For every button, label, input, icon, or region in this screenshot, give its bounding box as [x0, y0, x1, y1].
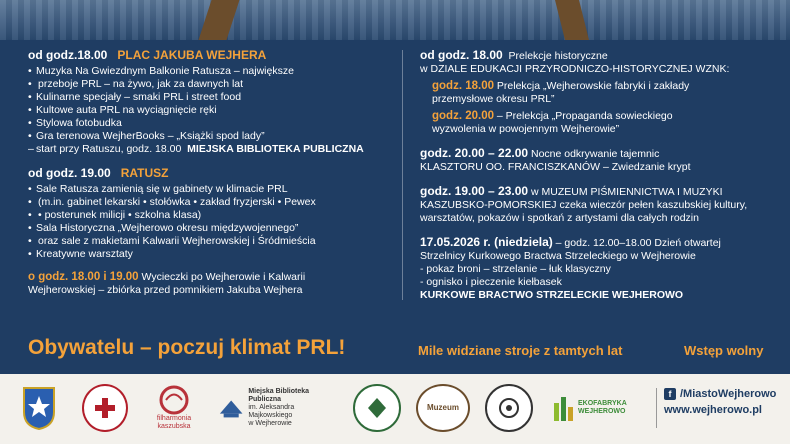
- section-ratusz: [28, 166, 398, 261]
- list-item: • Stylowa fotobudka: [28, 117, 398, 130]
- program-panel: [0, 40, 790, 326]
- section-text: KASZUBSKO-POMORSKIEJ czeka wieczór pełen kaszubskiej kultury,: [420, 199, 748, 211]
- ratusz-list: [28, 183, 398, 261]
- section-strzelnica: [420, 235, 770, 302]
- museum-green-logo-icon[interactable]: [352, 384, 402, 432]
- list-item-cont: • przeboje PRL – na żywo, jak za dawnych lat: [28, 78, 398, 91]
- section-text: Strzelnicy Kurkowego Bractwa Strzeleckiego w Wejherowie: [420, 250, 696, 262]
- sport-club-logo-icon[interactable]: [82, 384, 128, 432]
- section-org: KURKOWE BRACTWO STRZELECKIE WEJHEROWO: [420, 289, 684, 301]
- section-text: Wycieczki po Wejherowie i Kalwarii: [141, 271, 306, 283]
- prelekcja-2: godz. 20.00 – Prelekcja „Propaganda sowieckiego wyzwolenia w powojennym Wejherowie”: [432, 110, 673, 135]
- ekofabryka-logo-icon[interactable]: EKOFABRYKA WEJHEROWO: [552, 384, 648, 432]
- section-text: - pokaz broni – strzelanie – łuk klasyczny: [420, 263, 611, 275]
- section-klasztor: [420, 146, 770, 174]
- slogan: Obywatelu – poczuj klimat PRL!: [28, 336, 346, 359]
- shooting-club-logo-icon[interactable]: [484, 384, 534, 432]
- section-place: PLAC JAKUBA WEJHERA: [117, 48, 267, 62]
- section-text: – Zwiedzanie krypt: [603, 161, 691, 173]
- section-text: w DZIALE EDUKACJI PRZYRODNICZO-HISTORYCZNEJ WZNK:: [420, 63, 730, 75]
- section-text: KLASZTORU OO. FRANCISZKANÓW: [420, 161, 601, 173]
- free-entry-note: Wstęp wolny: [684, 343, 764, 358]
- list-item: • Muzyka Na Gwiezdnym Balkonie Ratusza – największe: [28, 65, 398, 78]
- section-time: godz. 20.00 – 22.00: [420, 146, 529, 160]
- section-time: od godz. 18.00: [420, 48, 503, 62]
- header-image: [0, 0, 790, 40]
- facebook-icon: f: [664, 388, 676, 400]
- column-divider: [402, 50, 403, 300]
- list-item: • Sale Ratusza zamienią się w gabinety w klimacie PRL: [28, 183, 398, 196]
- section-wycieczki: [28, 271, 398, 297]
- website-link[interactable]: www.wejherowo.pl: [664, 404, 762, 416]
- city-crest-icon[interactable]: [20, 384, 58, 432]
- list-item-cont: • • posterunek milicji • szkolna klasa): [28, 209, 398, 222]
- list-item-start: – start przy Ratuszu, godz. 18.00 MIEJSKA BIBLIOTEKA PUBLICZNA: [28, 143, 398, 156]
- list-item: • Sala Historyczna „Wejherowo okresu międzywojennego”: [28, 222, 398, 235]
- section-date: 17.05.2026 r. (niedziela): [420, 235, 553, 249]
- list-item: • Kreatywne warsztaty: [28, 248, 398, 261]
- list-item: • Kultowe auta PRL na wyciągnięcie ręki: [28, 104, 398, 117]
- section-place: RATUSZ: [120, 166, 169, 180]
- section-text: Nocne odkrywanie tajemnic: [530, 148, 660, 160]
- social-links: [664, 386, 776, 418]
- section-text: Wejherowskiej – zbiórka przed pomnikiem Jakuba Wejhera: [28, 284, 303, 296]
- logo-divider: [656, 388, 657, 428]
- section-text: warsztatów, pokazów i spotkań z artystami dla całych rodzin: [420, 212, 699, 224]
- section-text: Prelekcje historyczne: [508, 50, 608, 62]
- dress-code-note: Mile widziane stroje z tamtych lat: [418, 343, 623, 358]
- section-time: godz. 19.00 – 23.00: [420, 184, 529, 198]
- section-prelekcje: [420, 48, 770, 136]
- section-time: o godz. 18.00 i 19.00: [28, 271, 139, 283]
- list-item-cont: • oraz sale z makietami Kalwarii Wejherowskiej i Śródmieścia: [28, 235, 398, 248]
- left-column: [28, 48, 398, 307]
- plac-list: [28, 65, 398, 156]
- section-time: od godz. 19.00: [28, 166, 111, 180]
- section-time: od godz.18.00: [28, 48, 108, 62]
- section-text: w MUZEUM PIŚMIENNICTWA I MUZYKI: [530, 186, 723, 198]
- prelekcja-1: godz. 18.00 Prelekcja „Wejherowskie fabryki i zakłady przemysłowe okresu PRL”: [432, 80, 690, 105]
- list-item-cont: • (m.in. gabinet lekarski • stołówka • zakład fryzjerski • Pewex: [28, 196, 398, 209]
- library-logo-icon[interactable]: Miejska Biblioteka Publiczna im. Aleksandra Majkowskiego w Wejherowie: [218, 384, 338, 432]
- facebook-link[interactable]: f /MiastoWejherowo: [664, 386, 776, 402]
- section-plac: [28, 48, 398, 156]
- section-text: - ognisko i pieczenie kiełbasek: [420, 276, 562, 288]
- muzeum-logo-icon[interactable]: Muzeum: [416, 384, 470, 432]
- list-item: • Kulinarne specjały – smaki PRL i street food: [28, 91, 398, 104]
- logo-bar: [0, 374, 790, 444]
- list-item: • Gra terenowa WejherBooks – „Książki spod lady”: [28, 130, 398, 143]
- section-muzeum: [420, 184, 770, 225]
- right-column: [420, 48, 770, 312]
- filharmonia-logo-icon[interactable]: filharmonia kaszubska: [142, 384, 206, 432]
- section-text: – godz. 12.00–18.00 Dzień otwartej: [555, 237, 721, 249]
